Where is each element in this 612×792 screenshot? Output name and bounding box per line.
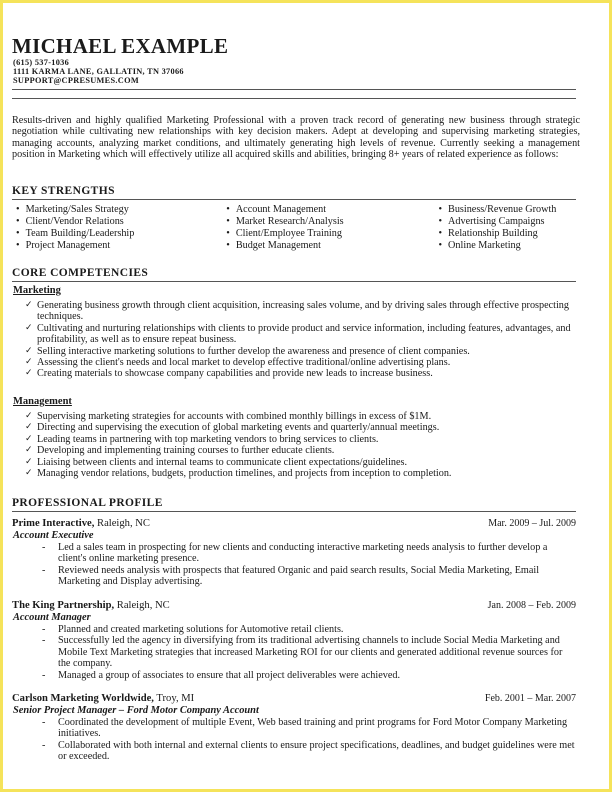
phone: (615) 537-1036 <box>13 58 70 67</box>
strength-item: • Team Building/Leadership <box>16 228 226 240</box>
duty-item: - Led a sales team in prospecting for new clients and conducting interactive marketing needs analysis to further develop a client's online marketing presence. <box>58 542 576 565</box>
competency-item: ✓ Developing and implementing training courses to further educate clients. <box>25 445 577 456</box>
strength-item: • Advertising Campaigns <box>438 216 576 228</box>
job-title: Account Executive <box>13 530 94 541</box>
company-location: Raleigh, NC <box>114 600 170 611</box>
email: SUPPORT@CPRESUMES.COM <box>13 76 139 85</box>
job-title: Account Manager <box>13 612 91 623</box>
duty-item: - Successfully led the agency in diversifying from its traditional advertising channels to include Social Media Marketing and Mobile Text Marketing strategies that increased Marketing ROI for our clients and generated additional revenue sources for the company. <box>58 635 576 669</box>
section-rule <box>12 511 576 512</box>
strength-item: • Project Management <box>16 240 226 252</box>
job-dates: Jan. 2008 – Feb. 2009 <box>487 600 576 611</box>
duty-item: - Collaborated with both internal and external clients to ensure project specifications, deadlines, and budget guidelines were met or exceeded. <box>58 740 576 763</box>
header-rule <box>12 89 576 90</box>
strengths-column-1 <box>16 204 226 252</box>
duty-item: - Managed a group of associates to ensure that all project deliverables were achieved. <box>58 670 576 681</box>
job-dates: Mar. 2009 – Jul. 2009 <box>488 518 576 529</box>
job-entry <box>12 693 576 763</box>
professional-profile-heading: PROFESSIONAL PROFILE <box>12 497 163 509</box>
strengths-column-2 <box>226 204 438 252</box>
duty-list <box>12 542 576 588</box>
management-list <box>25 411 577 479</box>
strength-item: • Account Management <box>226 204 438 216</box>
company-name: Prime Interactive, <box>12 518 95 529</box>
address: 1111 KARMA LANE, GALLATIN, TN 37066 <box>13 67 184 76</box>
competency-item: ✓ Liaising between clients and internal teams to communicate client expectations/guidelines. <box>25 457 577 468</box>
strength-item: • Online Marketing <box>438 240 576 252</box>
competency-item: ✓ Generating business growth through client acquisition, increasing sales volume, and by driving sales through effective prospecting techniques. <box>25 300 577 323</box>
key-strengths-list <box>16 204 576 252</box>
company-location: Troy, MI <box>153 693 195 704</box>
core-competencies-heading: CORE COMPETENCIES <box>12 267 149 279</box>
competency-item: ✓ Directing and supervising the execution of global marketing events and quarterly/annual meetings. <box>25 422 577 433</box>
job-entry <box>12 600 576 681</box>
key-strengths-heading: KEY STRENGTHS <box>12 185 115 197</box>
company-location: Raleigh, NC <box>94 518 150 529</box>
duty-list <box>12 624 576 681</box>
section-rule <box>12 281 576 282</box>
company-name: Carlson Marketing Worldwide, <box>12 693 154 704</box>
marketing-list <box>25 300 577 380</box>
job-title: Senior Project Manager – Ford Motor Company Account <box>13 705 259 716</box>
job-entry <box>12 518 576 588</box>
strengths-column-3 <box>438 204 576 252</box>
duty-item: - Coordinated the development of multiple Event, Web based training and print programs for Ford Motor Company Marketing initiatives. <box>58 717 576 740</box>
candidate-name: MICHAEL EXAMPLE <box>12 34 229 58</box>
strength-item: • Budget Management <box>226 240 438 252</box>
company-name: The King Partnership, <box>12 600 115 611</box>
resume-page <box>3 3 609 789</box>
competency-item: ✓ Creating materials to showcase company capabilities and provide new leads to increase business. <box>25 368 577 379</box>
summary-paragraph: Results-driven and highly qualified Marketing Professional with a proven track record of generating new business through strategic negotiation while cultivating new relationships with key decision makers. Adept at developing and supervising marketing strategies, managing accounts, analyzing market conditions, and ultimately generating high levels of revenue. Currently seeking a management position in Marketing which will effectively utilize all acquired skills and abilities, bringing 8+ years of related experience as follows: <box>12 115 580 161</box>
competency-item: ✓ Managing vendor relations, budgets, production timelines, and projects from inception to completion. <box>25 468 577 479</box>
duty-list <box>12 717 576 763</box>
competency-item: ✓ Selling interactive marketing solutions to further develop the awareness and presence of client companies. <box>25 346 577 357</box>
strength-item: • Client/Vendor Relations <box>16 216 226 228</box>
section-rule <box>12 199 576 200</box>
header-rule-2 <box>12 98 576 99</box>
strength-item: • Relationship Building <box>438 228 576 240</box>
contact-info <box>13 58 184 85</box>
strength-item: • Marketing/Sales Strategy <box>16 204 226 216</box>
strength-item: • Market Research/Analysis <box>226 216 438 228</box>
management-subheading: Management <box>13 396 72 407</box>
duty-item: - Reviewed needs analysis with prospects that featured Organic and paid search results, Social Media Marketing, Email Marketing and Display advertising. <box>58 565 576 588</box>
marketing-subheading: Marketing <box>13 285 61 296</box>
competency-item: ✓ Cultivating and nurturing relationships with clients to provide product and service information, including features, advantages, and profitability, as well as to ensure repeat business. <box>25 323 577 346</box>
competency-item: ✓ Assessing the client's needs and local market to develop effective traditional/online advertising plans. <box>25 357 577 368</box>
strength-item: • Business/Revenue Growth <box>438 204 576 216</box>
duty-item: - Planned and created marketing solutions for Automotive retail clients. <box>58 624 576 635</box>
competency-item: ✓ Supervising marketing strategies for accounts with combined monthly billings in excess of $1M. <box>25 411 577 422</box>
job-dates: Feb. 2001 – Mar. 2007 <box>484 693 576 704</box>
strength-item: • Client/Employee Training <box>226 228 438 240</box>
competency-item: ✓ Leading teams in partnering with top marketing vendors to bring services to clients. <box>25 434 577 445</box>
